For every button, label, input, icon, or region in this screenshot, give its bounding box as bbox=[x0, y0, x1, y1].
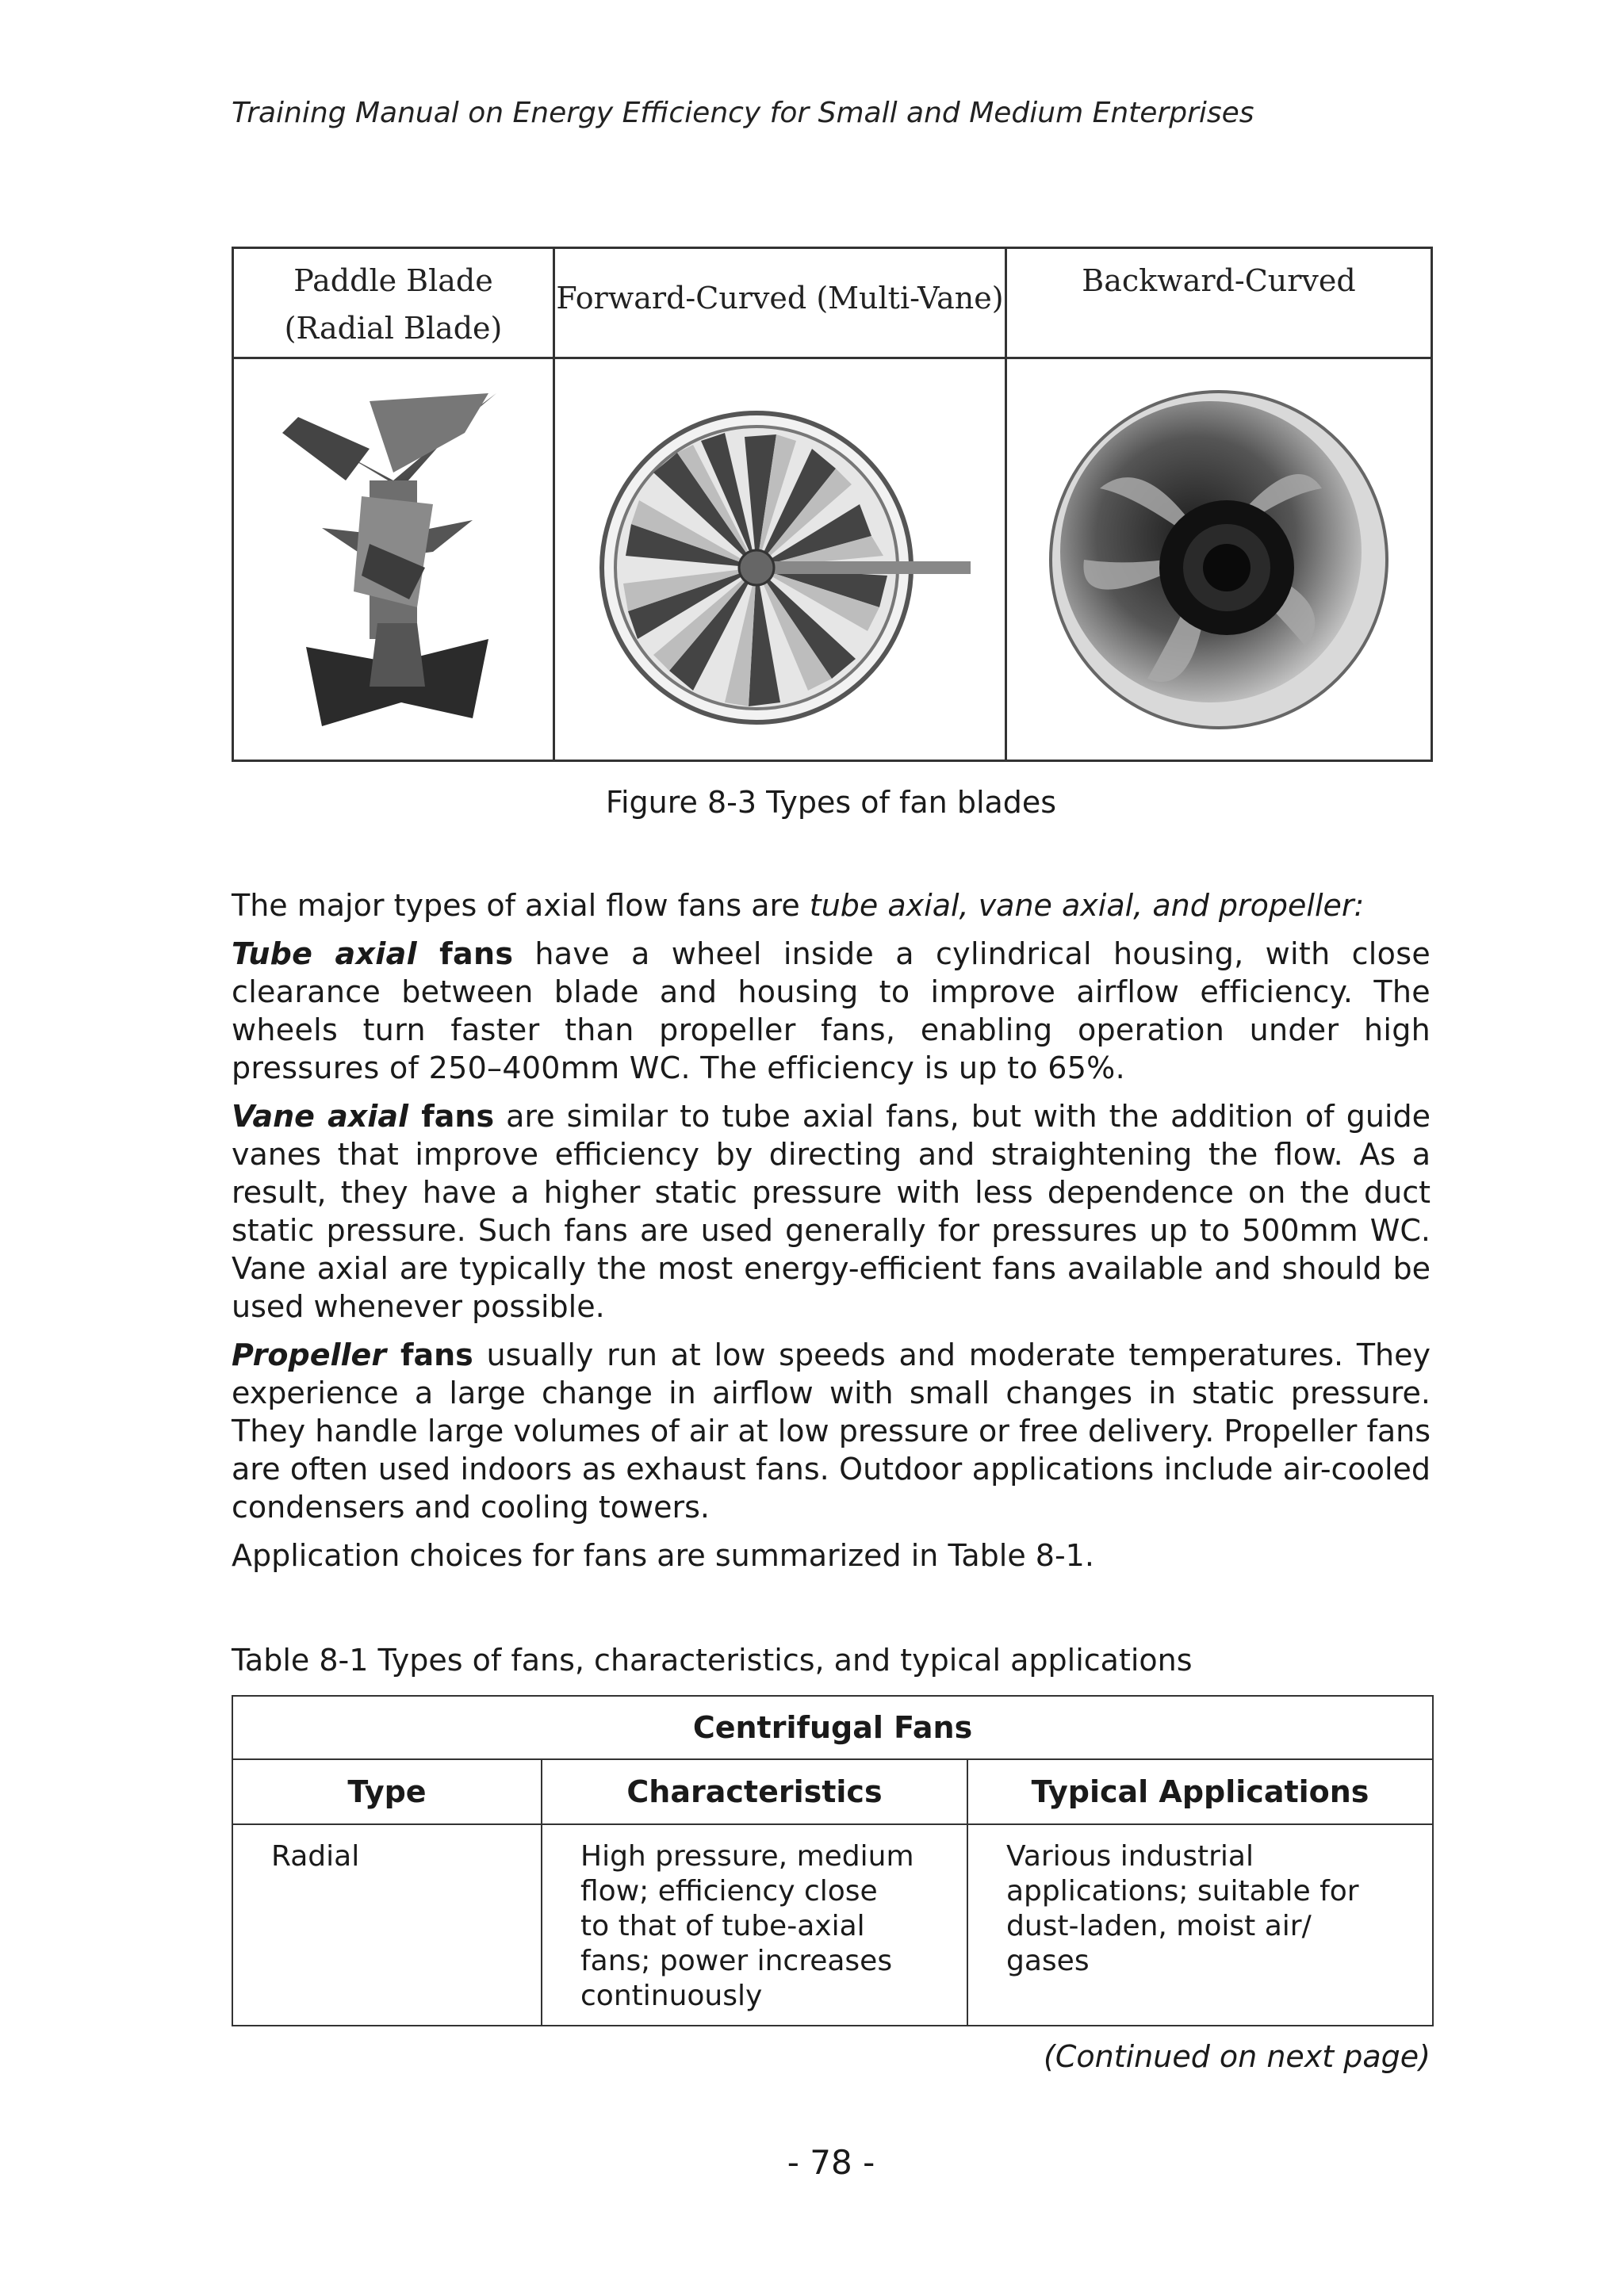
paddle-blade-image bbox=[274, 385, 512, 734]
intro-italic-text: tube axial, vane axial, and propeller: bbox=[809, 888, 1365, 923]
cell-applications bbox=[967, 1824, 1433, 2026]
char-line: fans; power increases bbox=[580, 1945, 893, 1977]
intro-text: The major types of axial flow fans are bbox=[232, 888, 810, 923]
header-characteristics: Characteristics bbox=[542, 1759, 967, 1824]
table-title: Centrifugal Fans bbox=[232, 1696, 1433, 1759]
header-applications: Typical Applications bbox=[967, 1759, 1433, 1824]
figure-heading-backward bbox=[1006, 248, 1432, 358]
forward-curved-image bbox=[582, 385, 979, 734]
app-line: Various industrial bbox=[1006, 1840, 1254, 1873]
figure-table bbox=[232, 247, 1433, 762]
propeller-fans-word: fans bbox=[386, 1337, 473, 1372]
cell-characteristics bbox=[542, 1824, 967, 2026]
summary-paragraph: Application choices for fans are summarized in Table 8-1. bbox=[232, 1538, 1094, 1573]
vane-axial-text: are similar to tube axial fans, but with the addition of guide vanes that improve efficiency by directing and straightening the flow. As a result, they have a higher static pressure with less dependence on the duct static pressure. Such fans are used generally for pressures up to 500mm WC. Vane axial are typically the most energy-efficient fans available and should be used whenever possible. bbox=[232, 1099, 1431, 1324]
figure-heading-paddle bbox=[233, 248, 554, 358]
vane-axial-term: Vane axial bbox=[232, 1099, 408, 1134]
header-type: Type bbox=[232, 1759, 542, 1824]
char-line: to that of tube-axial bbox=[580, 1910, 865, 1942]
tube-axial-term: Tube axial bbox=[232, 936, 417, 971]
running-header: Training Manual on Energy Efficiency for Small and Medium Enterprises bbox=[232, 97, 1254, 129]
vane-axial-fans-word: fans bbox=[408, 1099, 495, 1134]
char-line: continuously bbox=[580, 1980, 763, 2012]
app-line: applications; suitable for bbox=[1006, 1875, 1359, 1908]
body-text bbox=[232, 886, 1431, 1585]
forward-curved-image-cell bbox=[554, 358, 1006, 761]
char-line: High pressure, medium bbox=[580, 1840, 914, 1873]
app-line: gases bbox=[1006, 1945, 1090, 1977]
figure-caption: Figure 8-3 Types of fan blades bbox=[605, 785, 1057, 820]
propeller-term: Propeller bbox=[232, 1337, 387, 1372]
figure-heading-forward bbox=[554, 248, 1006, 358]
char-line: flow; efficiency close bbox=[580, 1875, 878, 1908]
app-line: dust-laden, moist air/ bbox=[1006, 1910, 1312, 1942]
cell-type: Radial bbox=[232, 1824, 542, 2026]
intro-paragraph bbox=[232, 886, 1431, 924]
backward-curved-image bbox=[1028, 385, 1409, 734]
figure-heading-backward-line1: Backward-Curved bbox=[1082, 263, 1356, 298]
backward-curved-image-cell bbox=[1006, 358, 1432, 761]
continued-note: (Continued on next page) bbox=[1044, 2039, 1431, 2074]
tube-axial-fans-word: fans bbox=[416, 936, 514, 971]
figure-heading-paddle-line2: (Radial Blade) bbox=[284, 311, 503, 346]
page-number: - 78 - bbox=[787, 2143, 875, 2182]
figure-heading-forward-line1: Forward-Curved (Multi-Vane) bbox=[556, 281, 1004, 316]
propeller-text: usually run at low speeds and moderate temperatures. They experience a large change in airflow with small changes in static pressure. They handle large volumes of air at low pressure or free delivery. Propeller fans are often used indoors as exhaust fans. Outdoor applications include air-cooled condensers and cooling towers. bbox=[232, 1337, 1431, 1525]
tube-axial-paragraph bbox=[232, 935, 1431, 1087]
propeller-paragraph bbox=[232, 1336, 1431, 1526]
table-row bbox=[232, 1824, 1433, 2026]
vane-axial-paragraph bbox=[232, 1097, 1431, 1326]
tube-axial-text: have a wheel inside a cylindrical housing, with close clearance between blade and housing to improve airflow efficiency. The wheels turn faster than propeller fans, enabling operation under high pressures of 250–400mm WC. The efficiency is up to 65%. bbox=[232, 936, 1431, 1085]
fan-types-table bbox=[232, 1695, 1434, 2026]
figure-heading-paddle-line1: Paddle Blade bbox=[293, 263, 493, 298]
table-caption: Table 8-1 Types of fans, characteristics, and typical applications bbox=[232, 1643, 1193, 1678]
paddle-blade-image-cell bbox=[233, 358, 554, 761]
